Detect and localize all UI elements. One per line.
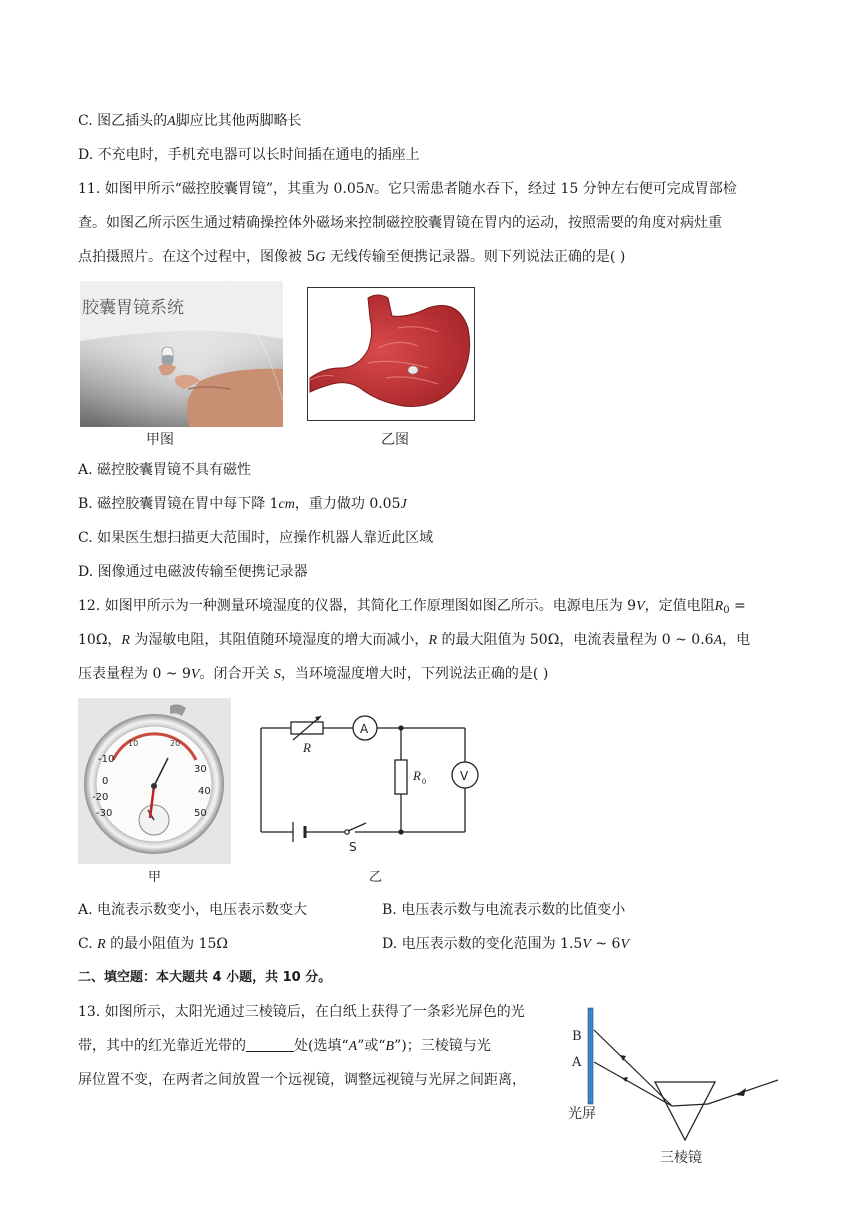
q12-line2-text: 10Ω，: [78, 632, 122, 648]
label-a: A: [572, 1055, 582, 1070]
hygrometer-svg: [78, 698, 231, 864]
q12-line1-r0-sub: 0: [723, 605, 730, 616]
q10-option-c-text: C. 图乙插头的: [78, 113, 168, 129]
q12-option-c-r: R: [97, 937, 106, 952]
q12-option-d-unit1: V: [582, 937, 591, 952]
q12-option-d: [382, 934, 629, 955]
q12-option-d-text: D. 电压表示数的变化范围为 1.5: [382, 936, 583, 952]
q12-option-d-unit2: V: [620, 937, 630, 952]
hygro-tick-neg30: -30: [96, 808, 113, 819]
q11-stem-line2: 查。如图乙所示医生通过精确操控体外磁场来控制磁控胶囊胃镜在胃内的运动，按照需要的角度对病灶重: [78, 215, 722, 231]
q12-hygrometer-photo: [78, 698, 231, 864]
q10-option-c-var: A: [167, 114, 176, 129]
q13-line2-text2: 处(选填“: [294, 1038, 349, 1054]
q12-option-c: [78, 934, 228, 955]
q11-option-b: [78, 494, 407, 515]
label-screen: 光屏: [568, 1106, 596, 1122]
q13-line2-text3: ”或“: [357, 1038, 386, 1054]
q11-line3-var: G: [315, 250, 326, 265]
circuit-label-s: S: [349, 840, 357, 854]
switch-lever: [348, 823, 366, 831]
q12-stem-line2: [78, 630, 750, 651]
q12-line3-unit: V: [190, 667, 200, 682]
capsule-photo-svg: [80, 281, 283, 427]
q12-line3-s: S: [273, 667, 281, 682]
q12-line2-unit: A: [713, 633, 723, 648]
q11-capsule-photo: [80, 281, 283, 427]
q12-option-a: A. 电流表示数变小，电压表示数变大: [78, 902, 308, 918]
q12-line2-text4: ，电: [722, 632, 751, 648]
q12-line2-r: R: [121, 633, 130, 648]
q12-line2-text3: 的最大阻值为 50Ω，电流表量程为 0 ~ 0.6: [437, 632, 714, 648]
q11-line1-tail: 。它只需患者随水吞下，经过 15 分钟左右便可完成胃部检: [374, 181, 737, 197]
q12-option-b: B. 电压表示数与电流表示数的比值变小: [382, 902, 626, 918]
stomach-svg: [308, 288, 474, 420]
q12-caption-yi: 乙: [369, 870, 383, 885]
q12-line3-text2: 。闭合开关: [199, 666, 274, 682]
q12-line3-text: 压表量程为 0 ~ 9: [78, 666, 191, 682]
q11-stomach-figure: [307, 287, 475, 421]
label-b: B: [572, 1029, 582, 1044]
q12-line1-text: 12. 如图甲所示为一种测量环境湿度的仪器，其简化工作原理图如图乙所示。电源电压为 9: [78, 598, 637, 614]
q11-caption-yi: 乙图: [381, 432, 409, 448]
prism-svg: [560, 1000, 790, 1170]
light-screen: [588, 1008, 593, 1104]
fixed-resistor-r0: [395, 760, 407, 794]
q11-option-d: D. 图像通过电磁波传输至便携记录器: [78, 564, 308, 580]
q11-line1-text: 11. 如图甲所示“磁控胶囊胃镜”，其重为 0.05: [78, 181, 365, 197]
q13-prism-figure: [560, 1000, 790, 1170]
q12-caption-jia: 甲: [148, 870, 162, 885]
q11-option-b-text2: ，重力做功 0.05: [294, 496, 401, 512]
q13-stem-line2: [78, 1036, 491, 1057]
hygro-tick-10: 10: [128, 739, 139, 748]
q12-option-c-text: 的最小阻值为 15Ω: [105, 936, 229, 952]
q11-option-b-unit2: J: [400, 497, 407, 512]
q12-line2-text2: 为湿敏电阻，其阻值随环境湿度的增大而减小，: [129, 632, 429, 648]
q13-stem-line3: 屏位置不变，在两者之间放置一个远视镜，调整远视镜与光屏之间距离，: [78, 1072, 526, 1088]
q12-line1-text2: ，定值电阻: [644, 598, 715, 614]
q11-line3-tail: 无线传输至便携记录器。则下列说法正确的是( ): [325, 249, 626, 265]
q12-option-c-prefix: C.: [78, 936, 98, 952]
q12-stem-line1: [78, 596, 746, 621]
photo-banner-text: 胶囊胃镜系统: [82, 298, 184, 318]
circuit-label-r0: R: [413, 768, 421, 783]
hygro-tick-30: 30: [194, 764, 207, 775]
q11-line3-text: 点拍摄照片。在这个过程中，图像被 5: [78, 249, 316, 265]
q12-line1-r0: R: [714, 599, 724, 614]
q10-option-c-tail: 脚应比其他两脚略长: [175, 113, 302, 129]
q13-line2-a: A: [348, 1039, 358, 1054]
q11-stem-line3: [78, 247, 625, 268]
q11-caption-jia: 甲图: [146, 432, 174, 448]
q11-stem-line1: [78, 179, 737, 200]
q13-answer-blank[interactable]: [246, 1037, 294, 1052]
q12-line1-eq: =: [729, 598, 746, 614]
q12-option-d-text2: ~ 6: [590, 936, 621, 952]
circuit-svg: [255, 710, 485, 860]
circuit-label-a: A: [360, 722, 369, 736]
q13-line2-text4: ”)；三棱镜与光: [394, 1038, 491, 1054]
q12-stem-line3: [78, 664, 548, 685]
hygro-tick-40: 40: [198, 786, 211, 797]
circuit-label-r0-sub: 0: [422, 777, 426, 786]
label-prism: 三棱镜: [660, 1150, 702, 1166]
q11-line1-unit: N: [364, 182, 374, 197]
q11-option-c: C. 如果医生想扫描更大范围时，应操作机器人靠近此区域: [78, 530, 434, 546]
q13-stem-line1: 13. 如图所示，太阳光通过三棱镜后，在白纸上获得了一条彩光屏色的光: [78, 1004, 525, 1020]
hygro-tick-neg10: -10: [98, 754, 115, 765]
circuit-label-v: V: [460, 769, 469, 783]
q12-circuit-diagram: [255, 710, 485, 860]
hygro-tick-neg20: -20: [92, 792, 109, 803]
prism-shape: [655, 1082, 715, 1140]
q11-option-b-text: B. 磁控胶囊胃镜在胃中每下降 1: [78, 496, 279, 512]
q11-option-a: A. 磁控胶囊胃镜不具有磁性: [78, 462, 252, 478]
q13-line2-b: B: [385, 1039, 395, 1054]
hygro-tick-0: 0: [102, 776, 109, 787]
q10-option-d: D. 不充电时，手机充电器可以长时间插在通电的插座上: [78, 147, 420, 163]
q12-line2-r2: R: [428, 633, 437, 648]
section-2-heading: 二、填空题：本大题共 4 小题，共 10 分。: [78, 970, 332, 985]
q12-line1-unit: V: [636, 599, 645, 614]
circuit-label-r: R: [303, 740, 311, 755]
hygro-tick-20: 20: [170, 739, 181, 748]
q11-option-b-unit: cm: [278, 497, 295, 512]
hygro-tick-50: 50: [194, 808, 207, 819]
q13-line2-text: 带，其中的红光靠近光带的: [78, 1038, 246, 1054]
q10-option-c: [78, 111, 302, 132]
q12-line3-text3: ，当环境湿度增大时，下列说法正确的是( ): [280, 666, 549, 682]
